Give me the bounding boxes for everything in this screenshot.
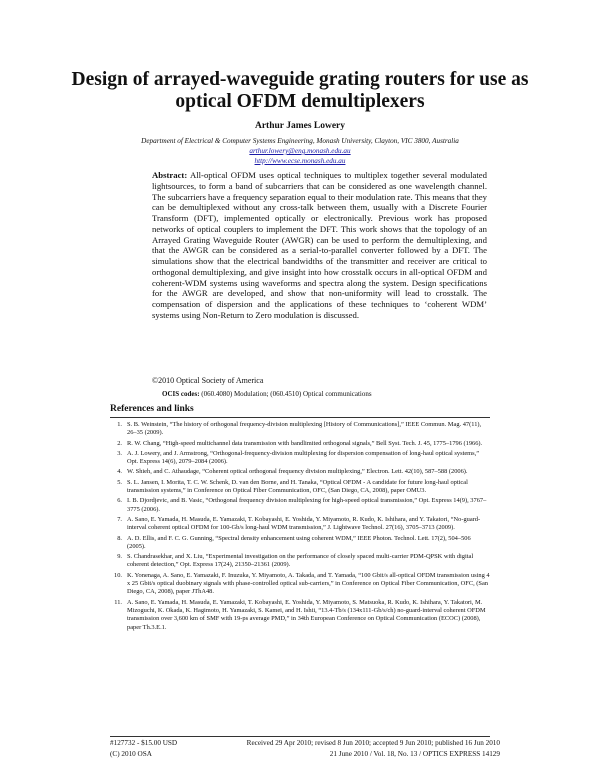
reference-number: 3. <box>117 449 122 457</box>
reference-number: 4. <box>117 468 122 476</box>
ocis-text: (060.4080) Modulation; (060.4510) Optical communications <box>201 390 372 398</box>
reference-text: A. J. Lowery, and J. Armstrong, “Orthogonal-frequency-division multiplexing for dispersion compensation of long-haul optical systems,” Opt. Express 14(6), 2079–2084 (2006). <box>127 449 480 466</box>
affiliation: Department of Electrical & Computer Systems Engineering, Monash University, Clayton, VIC 3800, Australia <box>141 137 459 145</box>
reference-list <box>110 421 490 634</box>
reference-item <box>110 440 490 448</box>
reference-item <box>110 421 490 438</box>
reference-item <box>110 599 490 632</box>
references-heading: References and links <box>110 404 194 414</box>
footer-id-price: #127732 - $15.00 USD <box>110 739 178 747</box>
reference-item <box>110 497 490 514</box>
reference-number: 2. <box>117 439 122 447</box>
reference-text: S. B. Weinstein, “The history of orthogonal frequency-division multiplexing [History of Communications],” IEEE Commun. Mag. 47(11), 26–35 (2009). <box>127 421 482 437</box>
reference-item <box>110 516 490 533</box>
paper-title: Design of arrayed-waveguide grating routers for use as optical OFDM demultiplexers <box>71 69 529 112</box>
reference-number: 9. <box>117 553 122 561</box>
ocis-label: OCIS codes: <box>162 390 200 398</box>
reference-text: A. Sano, E. Yamada, H. Masuda, E. Yamazaki, T. Kobayashi, E. Yoshida, Y. Miyamoto, R. Kudo, K. Ishihara, and Y. Takatori, “No-guard-interval coherent optical OFDM for 100-Gb/s long-haul WDM transmission,” J. Lightwave Technol. 27(16), 3705–3713 (2009). <box>127 515 481 532</box>
reference-number: 11. <box>114 598 122 606</box>
reference-number: 7. <box>117 515 122 523</box>
reference-number: 1. <box>117 421 122 428</box>
reference-text: A. D. Ellis, and F. C. G. Gunning, “Spectral density enhancement using coherent WDM,” IEEE Photon. Technol. Lett. 17(2), 504–506 (2005). <box>127 534 471 550</box>
footer-journal: 21 June 2010 / Vol. 18, No. 13 / OPTICS EXPRESS 14129 <box>329 750 500 758</box>
reference-number: 8. <box>117 534 122 542</box>
reference-text: S. L. Jansen, I. Morita, T. C. W. Schenk, D. van den Borne, and H. Tanaka, “Optical OFDM - A candidate for future long-haul optical transmission systems,” in Conference on Optical Fiber Communication, OFC, (San Diego, CA, 2008), paper OMU3. <box>127 478 468 495</box>
reference-number: 6. <box>117 497 122 505</box>
reference-text: R. W. Chang, “High-speed multichannel data transmission with bandlimited orthogonal signals,” Bell Syst. Tech. J. 45, 1775–1796 (1966). <box>127 439 483 447</box>
abstract-text: All-optical OFDM uses optical techniques to multiplex together several modulated lightsources, to form a band of subcarriers that can be considered as one wavelength channel. The subcarriers have a frequency separation equal to their modulation rate. This means that they can be demultiplexed without any cross-talk between them, usually with a Discrete Fourier Transform (DFT), implemented optically or electronically. Previous work has proposed networks of optical couplers to implement the DFT. This work shows that the topology of an Arrayed Grating Waveguide Router (AWGR) can be used to perform the demultiplexing, and that the AWGR can be considered as a serial-to-parallel converter followed by a DFT. The simulations show that the electrical bandwidths of the transmitter and receiver are critical to orthogonal demultiplexing, and give insight into how crosstalk occurs in all-optical OFDM and coherent-WDM systems using waveforms and spectra along the system. Design specifications for the AWGR are developed, and show that non-uniformity will lead to crosstalk. The compensation of dispersion and the applications of these techniques to ‘coherent WDM’ systems using Non-Return to Zero modulation is discussed. <box>152 170 487 320</box>
reference-text: W. Shieh, and C. Athaudage, “Coherent optical orthogonal frequency division multiplexing,” Electron. Lett. 42(10), 587–588 (2006). <box>127 468 468 476</box>
ocis-codes <box>162 390 372 398</box>
author-email-link[interactable]: arthur.lowery@eng.monash.edu.au <box>249 147 351 155</box>
reference-text: S. Chandrasekhar, and X. Liu, “Experimental investigation on the performance of closely spaced multi-carrier PDM-QPSK with digital coherent detection,” Opt. Express 17(24), 21350–21361 (2009). <box>127 553 474 569</box>
footer-dates: Received 29 Apr 2010; revised 8 Jun 2010; accepted 9 Jun 2010; published 16 Jun 2010 <box>246 739 500 747</box>
author-name: Arthur James Lowery <box>254 121 346 131</box>
affiliation-block <box>30 136 570 166</box>
reference-number: 5. <box>117 478 122 486</box>
reference-text: I. B. Djordjevic, and B. Vasic, “Orthogonal frequency division multiplexing for high-speed optical transmission,” Opt. Express 14(9), 3767–3775 (2006). <box>127 497 487 513</box>
reference-item <box>110 553 490 570</box>
abstract <box>152 170 487 321</box>
footer-rule <box>110 736 490 737</box>
reference-item <box>110 468 490 476</box>
reference-text: A. Sano, E. Yamada, H. Masuda, E. Yamazaki, T. Kobayashi, E. Yoshida, Y. Miyamoto, S. Matsuoka, R. Kudo, K. Ishihara, Y. Takatori, M. Mizoguchi, K. Okada, K. Hagimoto, H. Yamazaki, S. Kamei, and H. Ishii, “13.4-Tb/s (134x111-Gb/s/ch) no-guard-interval coherent OFDM transmission over 3,600 km of SMF with 19-ps average PMD,” in 34th European Conference on Optical Communication (ECOC) (2008), paper Th.3.E.1. <box>127 598 486 631</box>
reference-item <box>110 535 490 552</box>
footer-copyright: (C) 2010 OSA <box>110 750 152 758</box>
references-top-rule <box>110 417 490 418</box>
department-url-link[interactable]: http://www.ecse.monash.edu.au <box>254 157 346 165</box>
copyright-notice: ©2010 Optical Society of America <box>152 376 264 385</box>
reference-item <box>110 572 490 597</box>
reference-text: K. Yonenaga, A. Sano, E. Yamazaki, F. Inuzuka, Y. Miyamoto, A. Takada, and T. Yamada, “100 Gbit/s all-optical OFDM transmission using 4 x 25 Gbit/s optical duobinary signals with phase-controlled optical sub-carriers,” in Conference on Optical Fiber Communication, OFC, (San Diego, CA, 2008), paper JThA48. <box>127 571 490 596</box>
footer-line-2 <box>110 750 500 758</box>
reference-number: 10. <box>114 571 122 579</box>
reference-item <box>110 479 490 496</box>
abstract-label: Abstract: <box>152 170 188 180</box>
footer-line-1 <box>110 739 500 747</box>
reference-item <box>110 450 490 467</box>
